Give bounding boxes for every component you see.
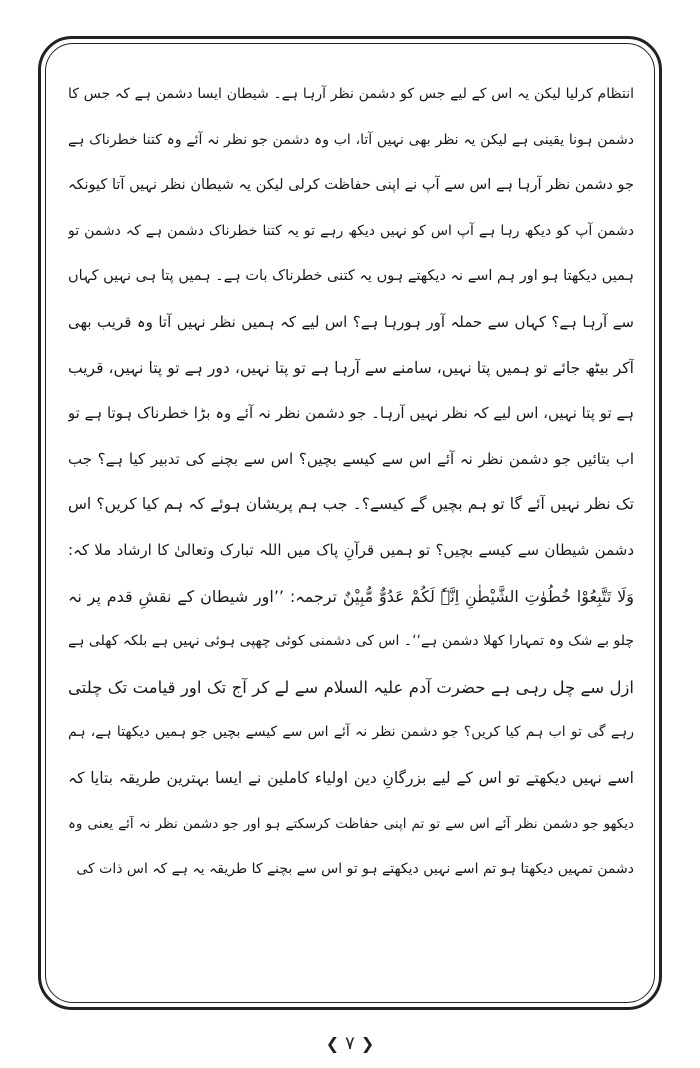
ornament-left-icon: ❮ [325,1033,340,1053]
text-line-4: دشمن آپ کو دیکھ رہا ہے آپ اس کو نہیں دیکھ رہے تو یہ کتنا خطرناک دشمن ہے کہ دشمن تو [68,222,634,239]
text-line-14: ازل سے چل رہی ہے حضرت آدم علیہ السلام سے لے کر آج تک اور قیامت تک چلتی [68,677,634,697]
text-line-9: اب بتائیں جو دشمن نظر نہ آئے اس سے کیسے بچیں؟ اس سے بچنے کی تدبیر کیا ہے؟ جب [68,449,634,468]
text-line-5: ہمیں دیکھتا ہو اور ہم اسے نہ دیکھتے ہوں یہ کتنی خطرناک بات ہے۔ ہمیں پتا ہی نہیں کہاں [68,268,634,285]
text-line-17: دیکھو جو دشمن نظر آئے اس سے تو تم اپنی حفاظت کرسکتے ہو اور جو دشمن نظر نہ آئے یعنی وہ [68,815,634,832]
text-line-15: رہے گی تو اب ہم کیا کریں؟ جو دشمن نظر نہ آئے اس سے کیسے بچیں جو ہمیں دیکھتا ہے، ہم [68,724,634,741]
text-line-3: جو دشمن نظر آرہا ہے اس سے آپ نے اپنی حفاظت کرلی لیکن یہ شیطان نظر نہیں آتا کیونکہ [68,177,634,194]
text-line-11: دشمن شیطان سے کیسے بچیں؟ تو ہمیں قرآنِ پاک میں اللہ تبارک وتعالیٰ کا ارشاد ملا کہ: [68,540,634,559]
page-number: ۷ [345,1032,355,1054]
text-line-10: تک نظر نہیں آئے گا تو ہم بچیں گے کیسے؟۔ جب ہم پریشان ہوئے کہ ہم کیا کریں؟ اس [68,495,634,514]
text-line-7: آکر بیٹھ جائے تو ہمیں پتا نہیں، سامنے سے آرہا ہے تو پتا نہیں، دور ہے تو پتا نہیں، قریب [68,358,634,377]
text-line-16: اسے نہیں دیکھتے تو اس کے لیے بزرگانِ دین اولیاء کاملین نے ایسا بہترین طریقہ بتایا کہ [68,768,634,787]
page-number-group [326,1033,374,1054]
text-line-18: دشمن تمہیں دیکھتا ہو تم اسے نہیں دیکھتے ہو تو اس سے بچنے کا طریقہ یہ ہے کہ اس ذات کی [76,861,634,878]
body-text [68,72,634,893]
text-line-13: چلو بے شک وہ تمہارا کھلا دشمن ہے‘‘۔ اس کی دشمنی کوئی چھپی ہوئی نہیں ہے بلکہ کھلی ہے [68,633,634,650]
ornament-right-icon: ❯ [360,1033,375,1053]
quran-verse-line: وَلَا تَتَّبِعُوْا خُطُوٰتِ الشَّیْطٰنِ اِنَّہٗ لَکُمْ عَدُوٌّ مُّبِیْنٌ ترجمہ: ’’اور شیطان کے نقشِ قدم پر نہ [68,586,634,606]
text-line-2: دشمن ہونا یقینی ہے لیکن یہ نظر بھی نہیں آتا، اب وہ دشمن جو نظر نہ آئے وہ کتنا خطرناک ہے [68,131,634,148]
page-footer [0,1028,700,1058]
text-line-8: ہے تو پتا نہیں، اس لیے کہ نظر نہیں آرہا۔ جو دشمن نظر نہ آئے وہ بڑا خطرناک ہوتا ہے تو [68,404,634,423]
text-line-6: سے آرہا ہے؟ کہاں سے حملہ آور ہورہا ہے؟ اس لیے کہ ہمیں نظر نہیں آتا وہ قریب بھی [68,312,634,331]
text-line-1: انتظام کرلیا لیکن یہ اس کے لیے جس کو دشمن نظر آرہا ہے۔ شیطان ایسا دشمن ہے کہ جس کا [68,86,634,102]
